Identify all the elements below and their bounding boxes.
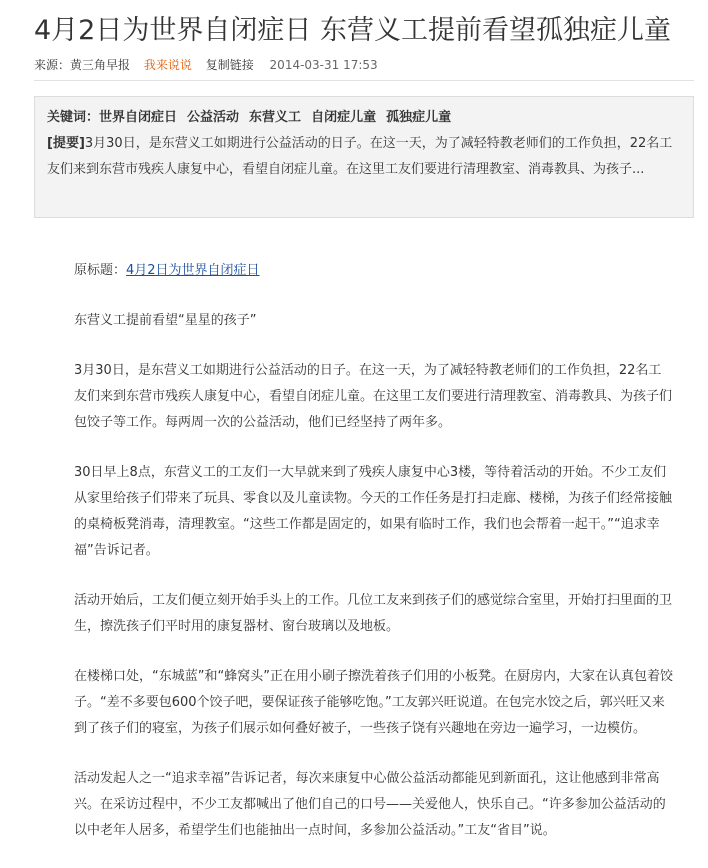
page-title: 4月2日为世界自闭症日 东营义工提前看望孤独症儿童 xyxy=(34,15,671,46)
summary-text xyxy=(47,131,681,183)
article-subtitle: 东营义工提前看望“星星的孩子” xyxy=(74,313,257,328)
keywords-row xyxy=(47,105,681,131)
article-body xyxy=(74,258,674,868)
copy-link-button[interactable]: 复制链接 xyxy=(205,58,254,72)
article-meta xyxy=(34,56,388,73)
article-paragraph: 活动开始后，工友们便立刻开始手头上的工作。几位工友来到孩子们的感觉综合室里，开始打扫里面的卫生，擦洗孩子们平时用的康复器材、窗台玻璃以及地板。 xyxy=(74,593,673,634)
source-name: 黄三角早报 xyxy=(70,58,131,72)
keyword-item[interactable]: 孤独症儿童 xyxy=(386,110,452,125)
timestamp: 2014-03-31 17:53 xyxy=(269,58,378,72)
original-title xyxy=(74,258,674,284)
summary-label: [提要] xyxy=(47,136,85,151)
keyword-item[interactable]: 世界自闭症日 xyxy=(99,110,178,125)
source-label-text: 来源： xyxy=(34,58,71,72)
comment-link[interactable]: 我来说说 xyxy=(143,58,192,72)
article-paragraph: 活动发起人之一“追求幸福”告诉记者，每次来康复中心做公益活动都能见到新面孔，这让他感到非常高兴。在采访过程中，不少工友都喊出了他们自己的口号——关爱他人，快乐自己。“许多参加公益活动的以中老年人居多，希望学生们也能抽出一点时间，多参加公益活动。”工友“省目”说。 xyxy=(74,771,666,838)
keyword-item[interactable]: 公益活动 xyxy=(187,110,240,125)
original-title-label: 原标题： xyxy=(74,263,127,278)
article-paragraph: 3月30日，是东营义工如期进行公益活动的日子。在这一天，为了减轻特教老师们的工作负担，22名工友们来到东营市残疾人康复中心，看望自闭症儿童。在这里工友们要进行清理教室、消毒教具、为孩子们包饺子等工作。每两周一次的公益活动，他们已经坚持了两年多。 xyxy=(74,363,673,430)
summary-body: 3月30日，是东营义工如期进行公益活动的日子。在这一天，为了减轻特教老师们的工作负担，22名工友们来到东营市残疾人康复中心，看望自闭症儿童。在这里工友们要进行清理教室、消毒教具、为孩子... xyxy=(47,136,673,177)
original-title-link[interactable]: 4月2日为世界自闭症日 xyxy=(126,263,260,278)
divider xyxy=(34,80,694,81)
keyword-item[interactable]: 东营义工 xyxy=(249,110,302,125)
source-label xyxy=(34,58,130,72)
article-paragraph: 在楼梯口处，“东城蓝”和“蜂窝头”正在用小刷子擦洗着孩子们用的小板凳。在厨房内，大家在认真包着饺子。“差不多要包600个饺子吧，要保证孩子能够吃饱。”工友郭兴旺说道。在包完水饺之后，郭兴旺又来到了孩子们的寝室，为孩子们展示如何叠好被子，一些孩子饶有兴趣地在旁边一遍学习，一边模仿。 xyxy=(74,669,673,736)
keyword-item[interactable]: 自闭症儿童 xyxy=(311,110,377,125)
summary-box xyxy=(34,96,694,218)
article-paragraph: 30日早上8点，东营义工的工友们一大早就来到了残疾人康复中心3楼，等待着活动的开始。不少工友们从家里给孩子们带来了玩具、零食以及儿童读物。今天的工作任务是打扫走廊、楼梯，为孩子们经常接触的桌椅板凳消毒，清理教室。“这些工作都是固定的，如果有临时工作，我们也会帮着一起干。”“追求幸福”告诉记者。 xyxy=(74,465,673,558)
keywords-label: 关键词： xyxy=(47,110,100,125)
